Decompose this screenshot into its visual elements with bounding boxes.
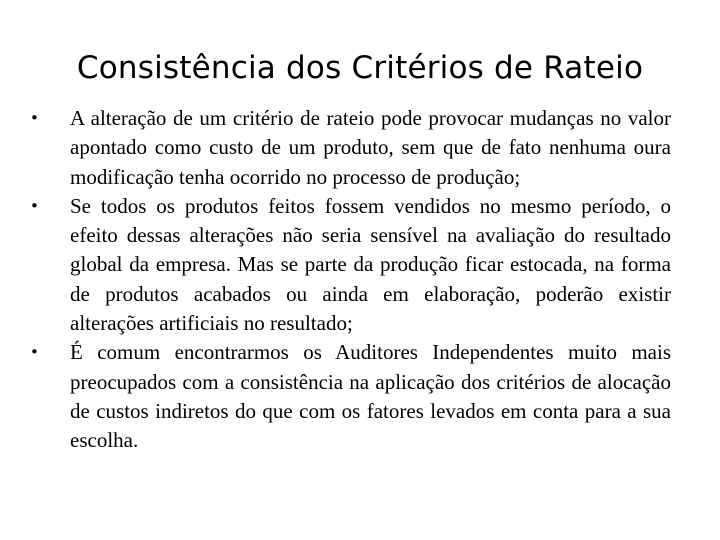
- bullet-list: [30, 104, 671, 456]
- bullet-item: [30, 104, 671, 192]
- bullet-text: Se todos os produtos feitos fossem vendidos no mesmo período, o efeito dessas alterações não seria sensível na avaliação do resultado global da empresa. Mas se parte da produção ficar estocada, na forma de produtos acabados ou ainda em elaboração, poderão existir alterações artificiais no resultado;: [70, 193, 671, 336]
- bullet-item: [30, 338, 671, 455]
- slide-title: Consistência dos Critérios de Rateio: [76, 50, 644, 86]
- bullet-icon: •: [30, 109, 39, 127]
- bullet-item: [30, 192, 671, 338]
- bullet-text: A alteração de um critério de rateio pode provocar mudanças no valor apontado como custo de um produto, sem que de fato nenhuma oura modificação tenha ocorrido no processo de produção;: [70, 106, 671, 189]
- bullet-text: É comum encontrarmos os Auditores Independentes muito mais preocupados com a consistência na aplicação dos critérios de alocação de custos indiretos do que com os fatores levados em conta para a sua escolha.: [70, 340, 671, 453]
- bullet-icon: •: [30, 343, 39, 362]
- bullet-icon: •: [30, 196, 39, 215]
